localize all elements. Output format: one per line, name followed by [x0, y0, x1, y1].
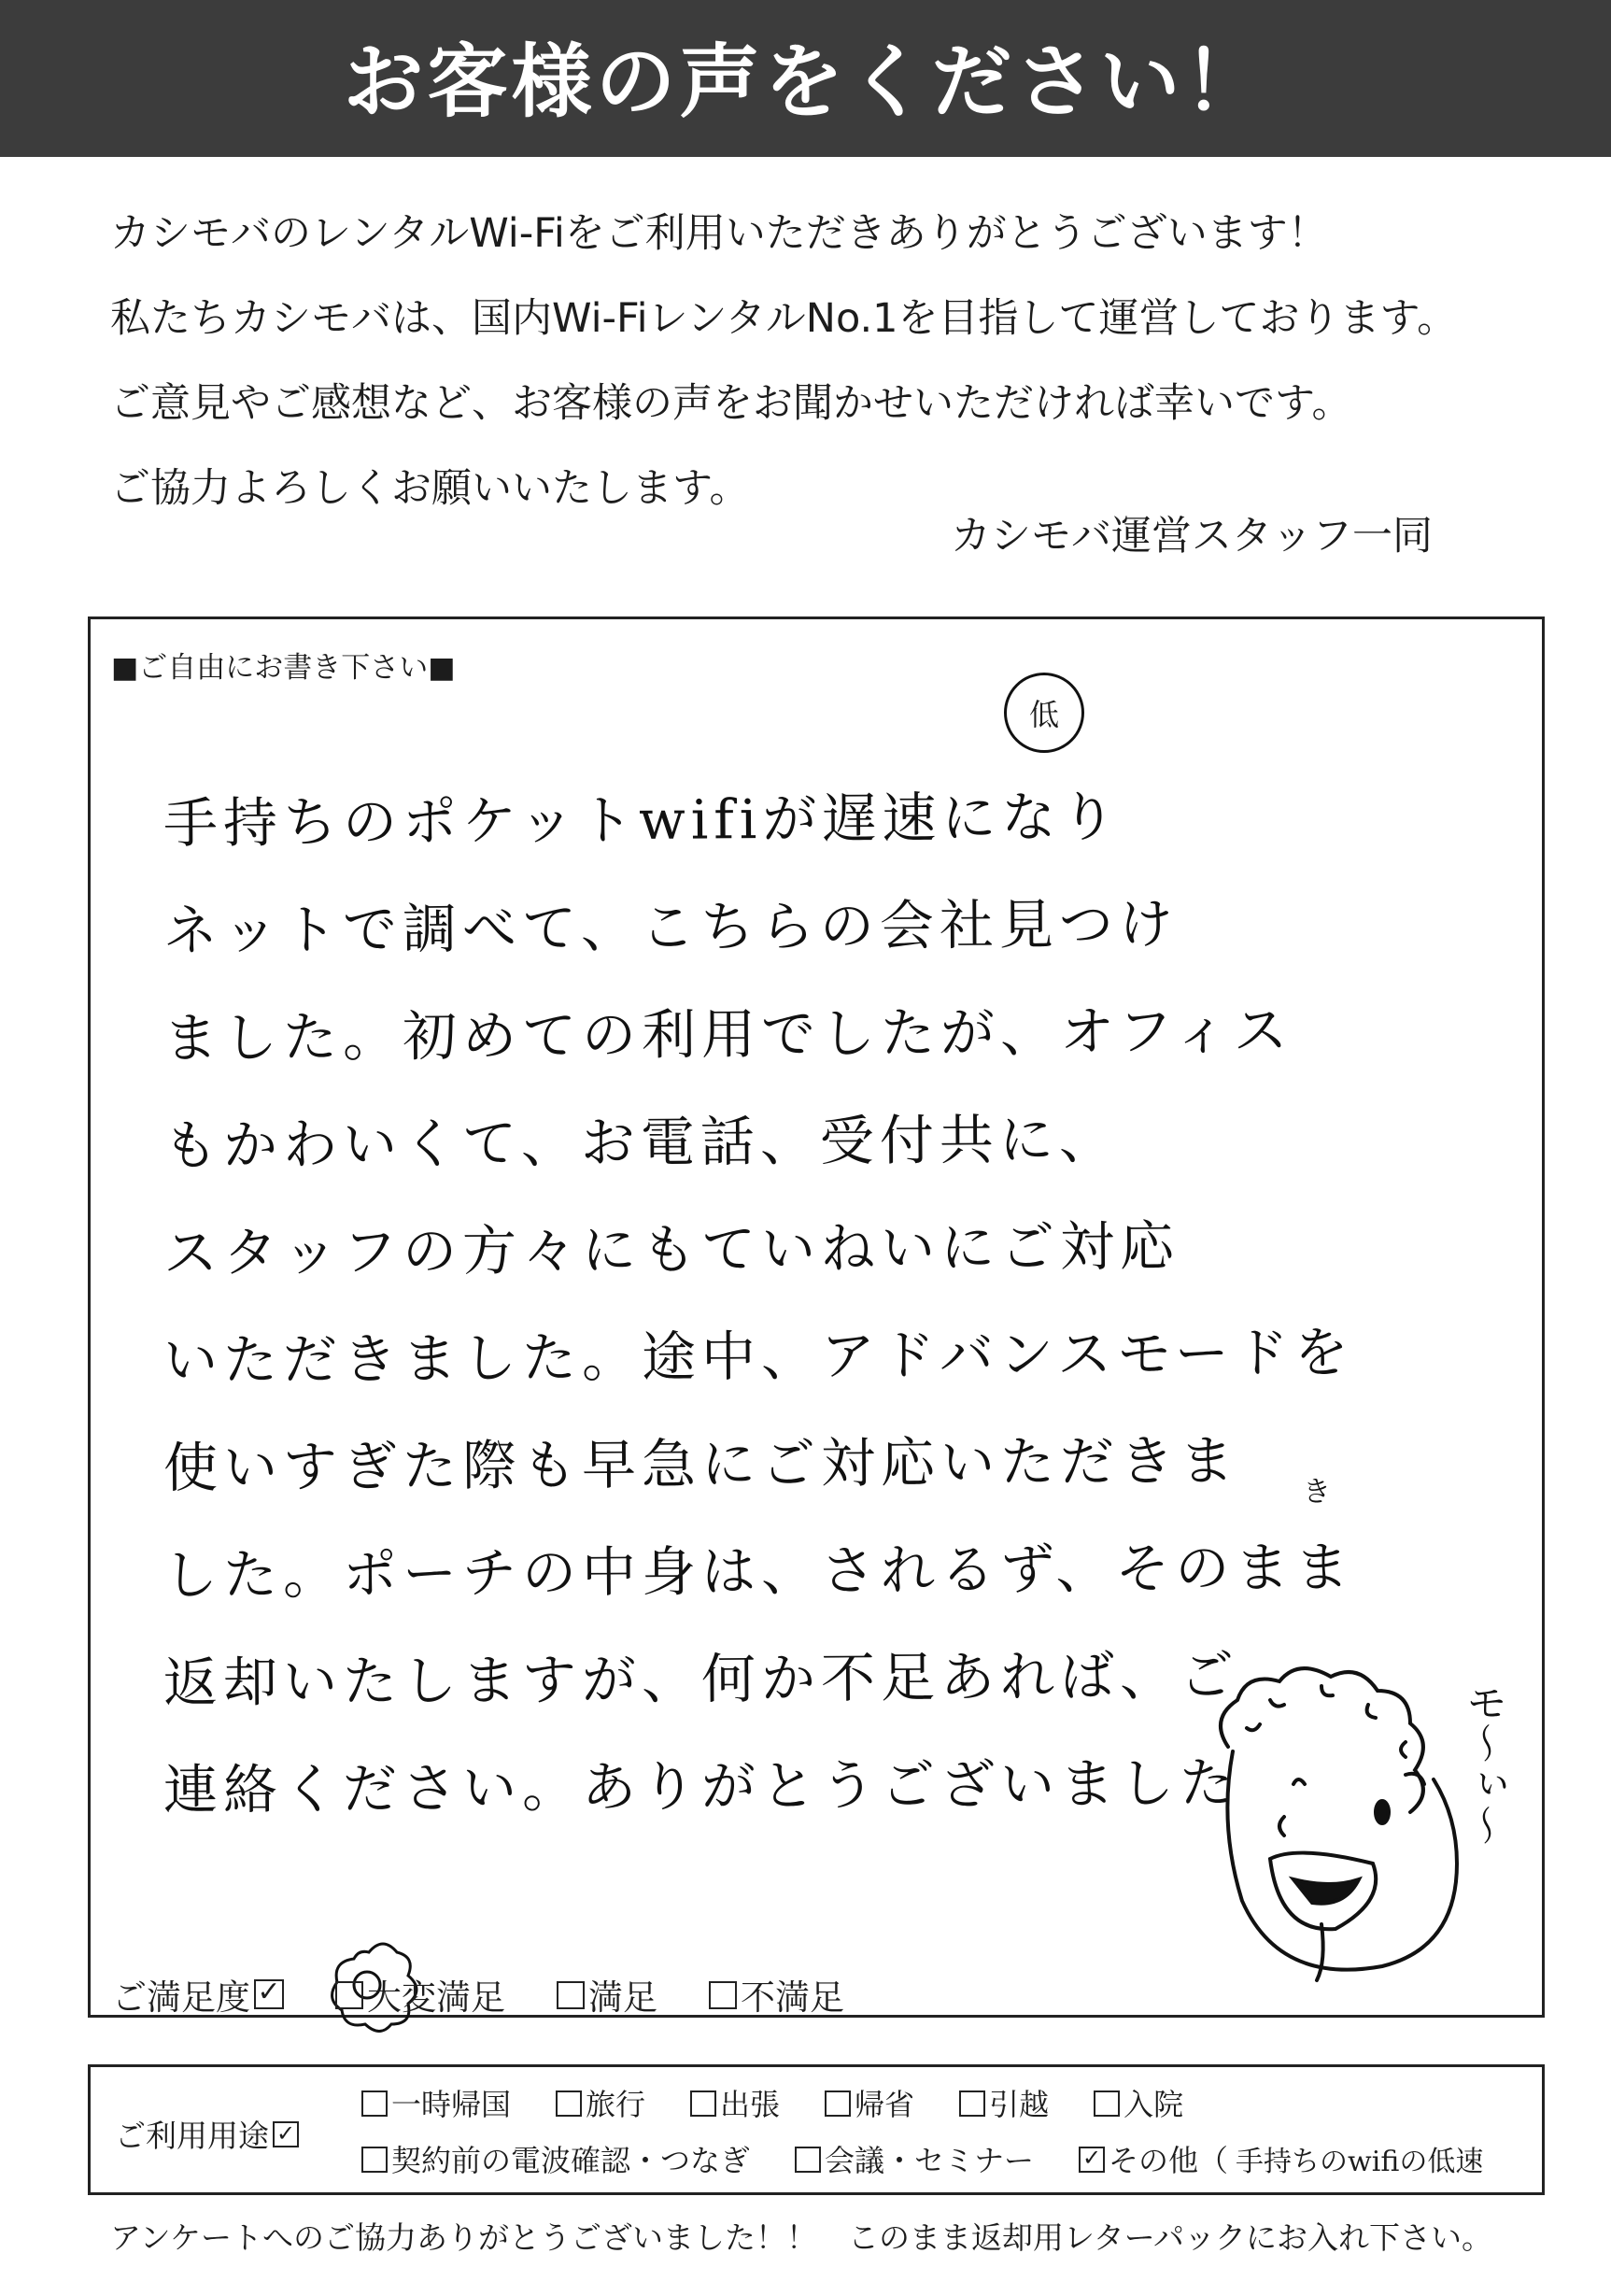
option-checkbox[interactable]	[825, 2090, 851, 2117]
satisfaction-label: ご満足度	[112, 1977, 250, 2018]
handwritten-line: ました。初めての利用でしたが、オフィス	[163, 999, 1293, 1070]
option-checkbox[interactable]	[1094, 2090, 1120, 2117]
usage-label: ご利用用途	[115, 2118, 269, 2154]
usage-label-group	[115, 2112, 299, 2156]
usage-option[interactable]	[361, 2081, 511, 2124]
handwritten-line: 連絡ください。ありがとうございました	[163, 1750, 1240, 1822]
usage-options-row	[361, 2081, 1228, 2124]
usage-option[interactable]	[361, 2137, 750, 2180]
option-checkbox[interactable]	[361, 2147, 388, 2173]
usage-option-other[interactable]	[1079, 2137, 1483, 2180]
handwritten-line: 使いすぎた際も早急にご対応いただきま	[163, 1428, 1240, 1500]
correction-note: 低	[1004, 673, 1084, 753]
signature: カシモバ運営スタッフ一同	[951, 513, 1433, 560]
option-checkbox[interactable]	[690, 2090, 716, 2117]
option-label: 満足	[588, 1977, 657, 2018]
option-label: 一時帰国	[391, 2087, 512, 2122]
satisfaction-option-very-satisfied[interactable]	[335, 1969, 505, 2020]
intro-text	[110, 191, 1530, 531]
other-value-text[interactable]: 手持ちのwifiの低速	[1236, 2146, 1484, 2178]
intro-line: カシモバのレンタルWi-Fiをご利用いただきありがとうございます！	[110, 210, 1328, 257]
handwritten-line: もかわいくて、お電話、受付共に、	[163, 1107, 1120, 1178]
footer-note: アンケートへのご協力ありがとうございました！！ このまま返却用レターパックにお入れ下さい。	[110, 2219, 1493, 2256]
option-label: 出張	[720, 2087, 781, 2122]
usage-checkbox[interactable]: ✓	[273, 2121, 299, 2147]
option-label: 大変満足	[367, 1977, 505, 2018]
option-checkbox[interactable]	[556, 2090, 582, 2117]
option-label: 旅行	[586, 2087, 646, 2122]
insert-note: き	[1303, 1476, 1331, 1509]
intro-line: ご意見やご感想など、お客様の声をお聞かせいただければ幸いです。	[110, 380, 1352, 427]
option-label: 入院	[1123, 2087, 1184, 2122]
option-label: 会議・セミナー	[825, 2143, 1035, 2178]
usage-section	[88, 2064, 1545, 2195]
intro-line: 私たちカシモバは、国内Wi-FiレンタルNo.1を目指して運営しております。	[110, 295, 1458, 342]
option-label: 帰省	[855, 2087, 915, 2122]
satisfaction-row	[112, 1969, 844, 2020]
handwritten-line: いただきました。途中、アドバンスモードを	[163, 1320, 1355, 1393]
usage-option[interactable]	[825, 2081, 914, 2124]
option-checkbox[interactable]	[709, 1981, 737, 2009]
satisfaction-option-dissatisfied[interactable]	[709, 1969, 844, 2020]
speech-bubble-text: モ〜ぃ〜	[1459, 1681, 1506, 1846]
option-label: 契約前の電波確認・つなぎ	[391, 2143, 751, 2178]
option-label: その他（	[1109, 2143, 1229, 2178]
handwritten-line: ネットで調べて、こちらの会社見つけ	[163, 891, 1180, 963]
page-title: お客様の声をください！	[343, 35, 1268, 129]
comment-box-label: ■ご自由にお書き下さい■	[111, 651, 456, 685]
option-checkbox[interactable]	[361, 2090, 388, 2117]
satisfaction-option-satisfied[interactable]	[557, 1969, 657, 2020]
usage-option[interactable]	[795, 2137, 1034, 2180]
handwritten-line: した。ポーチの中身は、されるず、そのまま	[163, 1535, 1355, 1608]
option-label: 引越	[989, 2087, 1050, 2122]
option-checkbox[interactable]	[335, 1981, 363, 2009]
usage-option[interactable]	[1094, 2081, 1183, 2124]
option-checkbox[interactable]	[959, 2090, 985, 2117]
usage-options-row	[361, 2137, 1483, 2180]
option-checkbox[interactable]: ✓	[1079, 2147, 1105, 2173]
intro-line: ご協力よろしくお願いいたします。	[110, 465, 750, 512]
handwritten-line: 返却いたしますが、何か不足あれば、ご	[163, 1643, 1240, 1715]
usage-option[interactable]	[959, 2081, 1049, 2124]
option-checkbox[interactable]	[557, 1981, 585, 2009]
handwritten-line: スタッフの方々にもていねいにご対応	[163, 1213, 1180, 1285]
handwritten-line: 手持ちのポケットwifiが遅速になり	[163, 785, 1122, 856]
usage-option[interactable]	[690, 2081, 780, 2124]
usage-option[interactable]	[556, 2081, 645, 2124]
option-label: 不満足	[741, 1977, 844, 2018]
option-checkbox[interactable]	[795, 2147, 821, 2173]
satisfaction-checkbox[interactable]: ✓	[254, 1979, 284, 2009]
header-bar	[0, 0, 1611, 157]
